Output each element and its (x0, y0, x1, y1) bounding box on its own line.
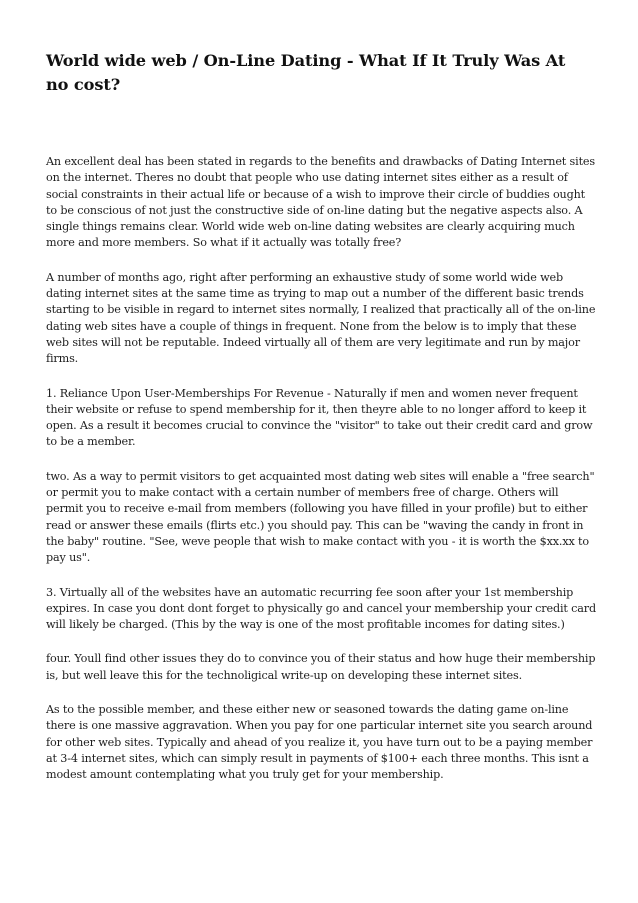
paragraph-3: 1. Reliance Upon User-Memberships For Revenue - Naturally if men and women never frequent their website or refuse to spend membership for it, then theyre able to no longer afford to keep it open. As a result it becomes crucial to convince the "visitor" to take out their credit card and grow to be a member. (46, 386, 593, 449)
paragraph-4: two. As a way to permit visitors to get acquainted most dating web sites will enable a "free search" or permit you to make contact with a certain number of members free of charge. Others will permit you to receive e-mail from members (following you have filled in your profile) but to either read or answer these emails (flirts etc.) you should pay. This can be "waving the candy in front in the baby" routine. "See, weve people that wish to make contact with you - it is worth the $xx.xx to pay us". (46, 469, 595, 565)
paragraph-1: An excellent deal has been stated in regards to the benefits and drawbacks of Dating Internet sites on the internet. Theres no doubt that people who use dating internet sites either as a result of social constraints in their actual life or because of a wish to improve their circle of buddies ought to be conscious of not just the constructive side of on-line dating but the negative aspects also. A single things remains clear. World wide web on-line dating websites are clearly acquiring much more and more members. So what if it actually was totally free? (46, 155, 595, 250)
document-body (46, 154, 596, 802)
paragraph-2: A number of months ago, right after performing an exhaustive study of some world wide web dating internet sites at the same time as trying to map out a number of the different basic trends starting to be visible in regard to internet sites normally, I realized that practically all of the on-line dating web sites have a couple of things in frequent. None from the below is to imply that these web sites will not be reputable. Indeed virtually all of them are very legitimate and run by major firms. (46, 270, 596, 366)
page-title: World wide web / On-Line Dating - What If It Truly Was At no cost? (46, 51, 566, 94)
paragraph-6: four. Youll find other issues they do to convince you of their status and how huge their membership is, but well leave this for the technoligical write-up on developing these internet sites. (46, 652, 596, 682)
paragraph-7: As to the possible member, and these either new or seasoned towards the dating game on-line there is one massive aggravation. When you pay for one particular internet site you search around for other web sites. Typically and ahead of you realize it, you have turn out to be a paying member at 3-4 internet sites, which can simply result in payments of $100+ each three months. This isnt a modest amount contemplating what you truly get for your membership. (46, 703, 593, 782)
paragraph-5: 3. Virtually all of the websites have an automatic recurring fee soon after your 1st membership expires. In case you dont dont forget to physically go and cancel your membership your credit card will likely be charged. (This by the way is one of the most profitable incomes for dating sites.) (46, 585, 596, 632)
